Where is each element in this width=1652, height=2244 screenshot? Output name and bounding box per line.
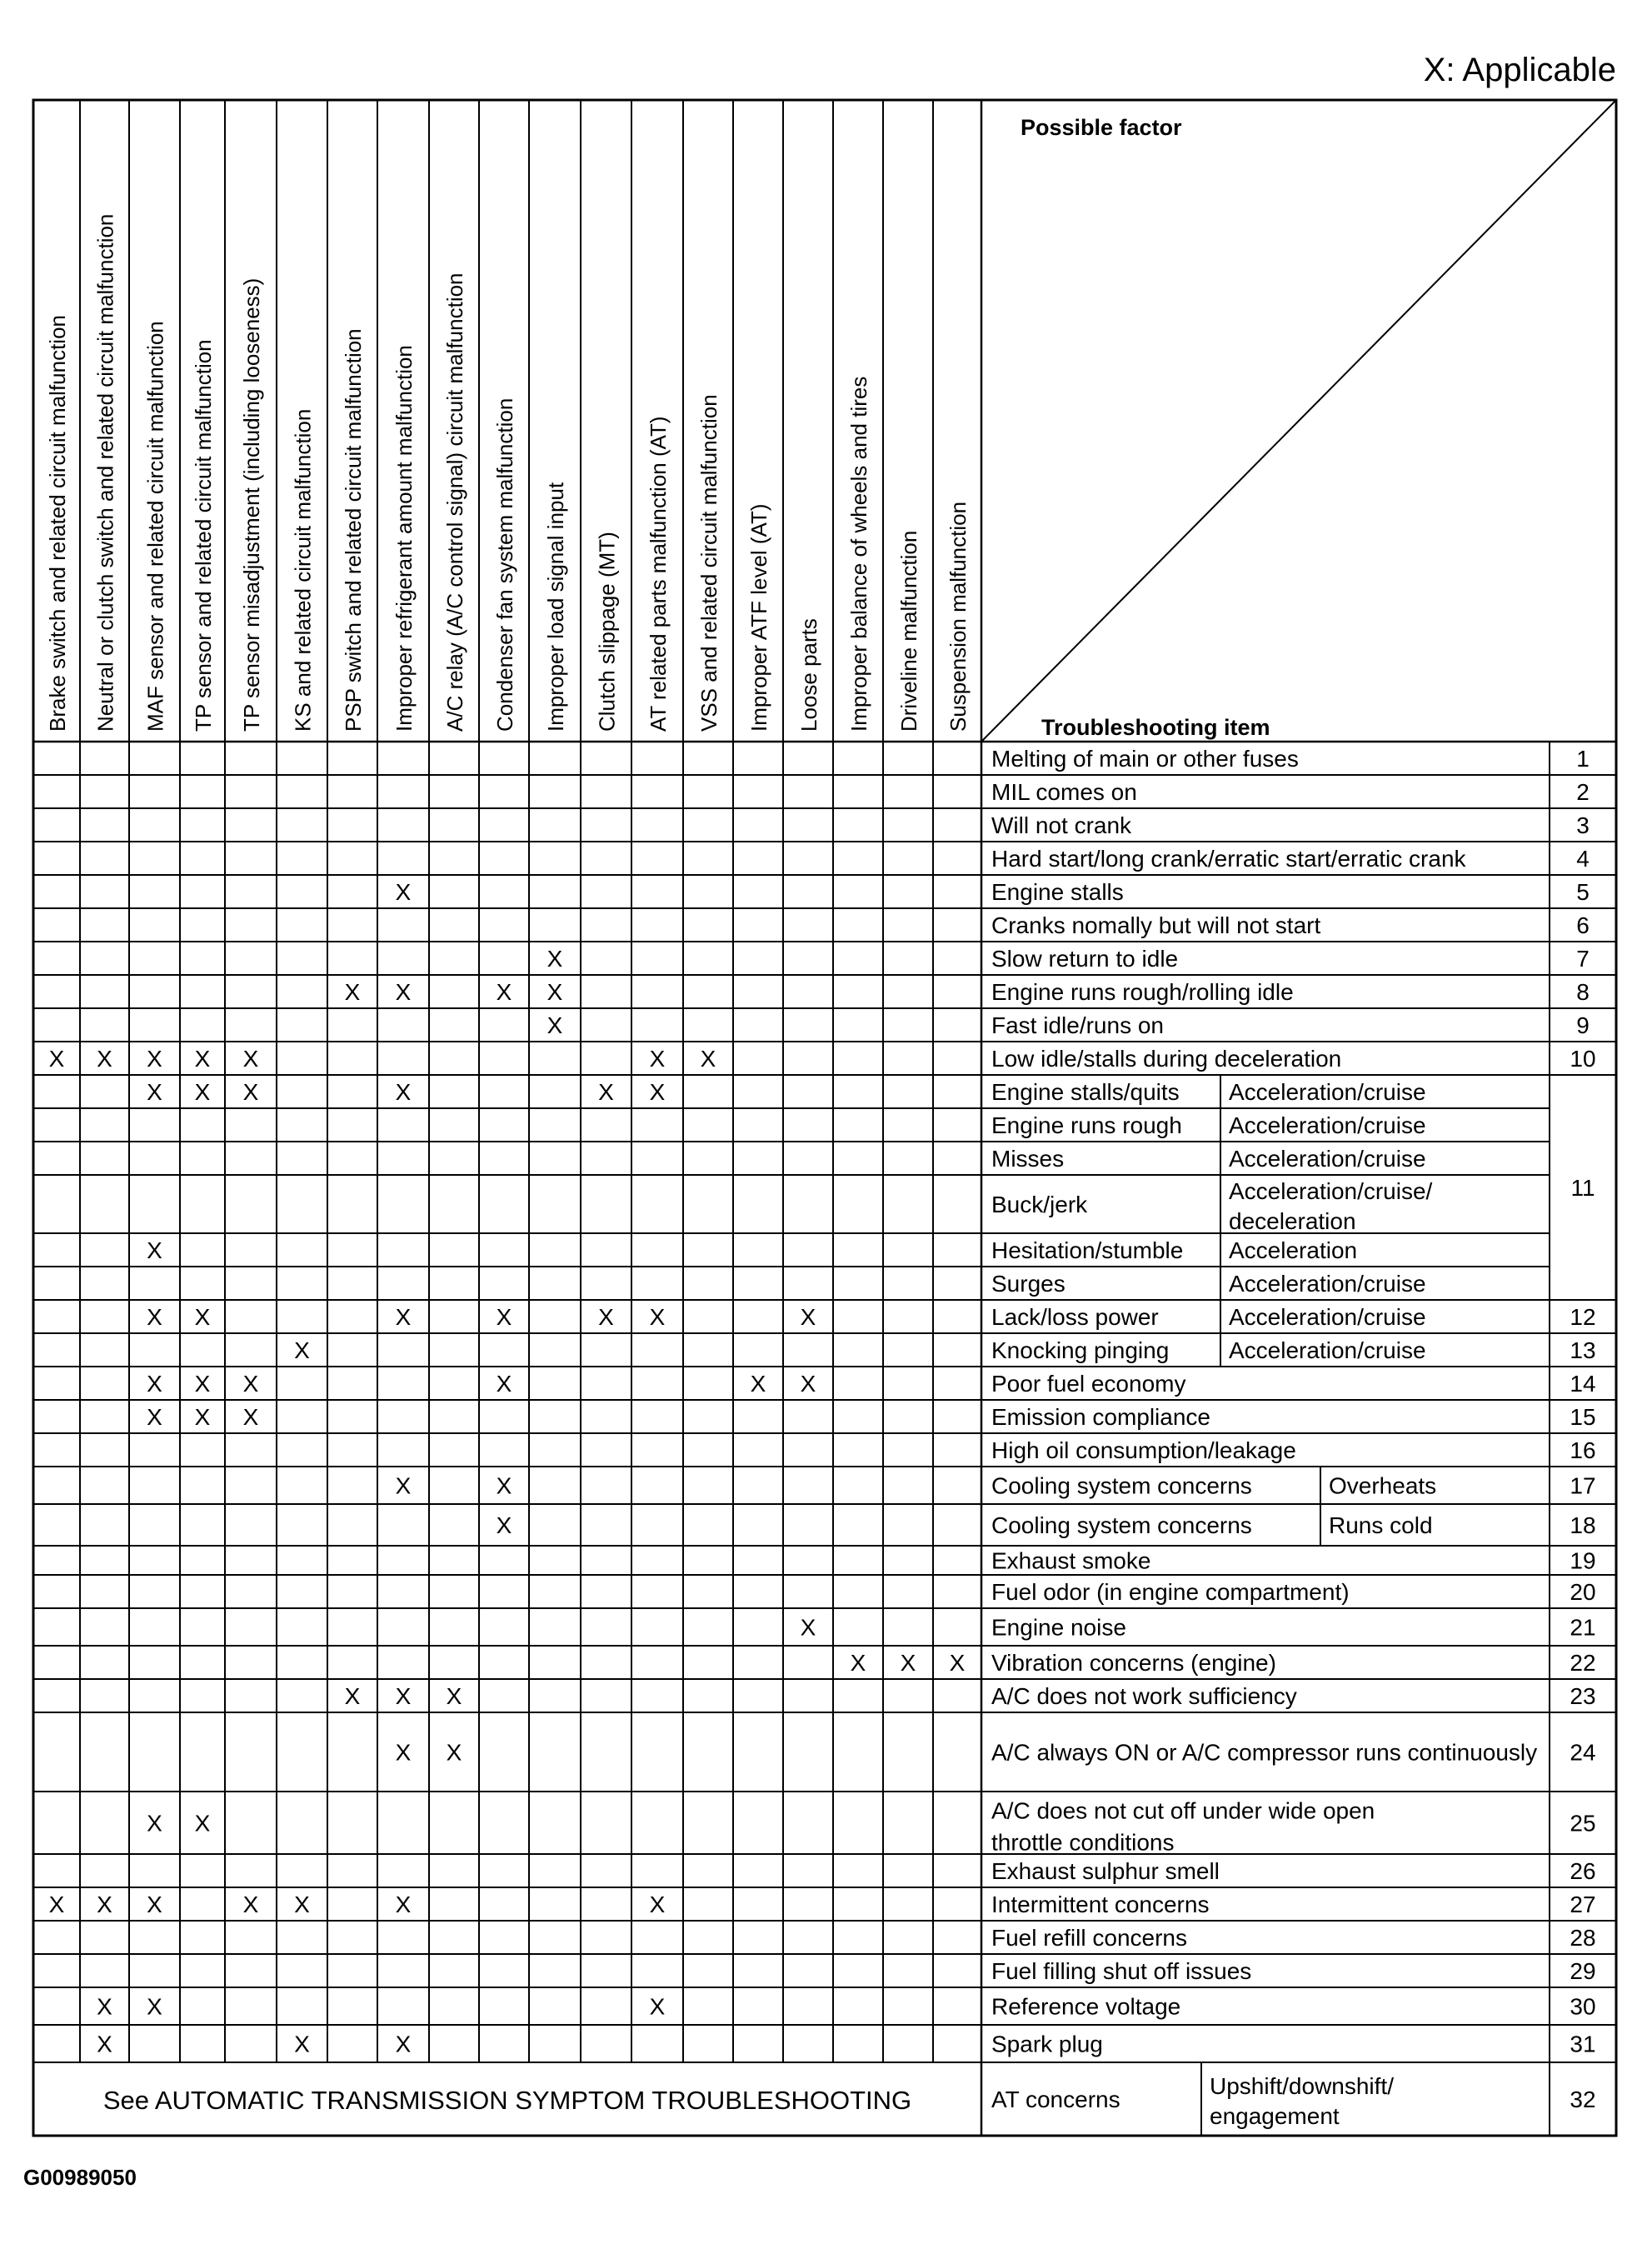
- troubleshooting-item: Will not crank: [991, 812, 1132, 838]
- factor-label: A/C relay (A/C control signal) circuit malfunction: [442, 272, 467, 732]
- troubleshooting-item: Exhaust sulphur smell: [991, 1858, 1220, 1884]
- item-number: 8: [1576, 979, 1590, 1005]
- troubleshooting-item: Buck/jerk: [991, 1192, 1088, 1217]
- troubleshooting-item: Engine runs rough/rolling idle: [991, 979, 1294, 1005]
- troubleshooting-item: Engine stalls/quits: [991, 1079, 1180, 1105]
- condition-label: Acceleration/cruise/: [1229, 1178, 1433, 1204]
- troubleshooting-item: Vibration concerns (engine): [991, 1650, 1276, 1676]
- applicable-mark: X: [48, 1046, 65, 1072]
- possible-factor-label: Possible factor: [1021, 115, 1182, 140]
- item-number: 26: [1570, 1858, 1596, 1884]
- applicable-mark: X: [242, 1404, 259, 1430]
- applicable-mark: X: [395, 1683, 412, 1709]
- troubleshooting-item-label: Troubleshooting item: [1041, 715, 1270, 740]
- factor-label: Improper load signal input: [543, 482, 568, 732]
- applicable-mark: X: [649, 1046, 666, 1072]
- condition-label: deceleration: [1229, 1208, 1356, 1234]
- applicable-mark: X: [700, 1046, 716, 1072]
- factor-label: Brake switch and related circuit malfunction: [45, 314, 70, 732]
- troubleshooting-item: Knocking pinging: [991, 1337, 1170, 1363]
- applicable-mark: X: [850, 1650, 866, 1676]
- troubleshooting-item: Cooling system concerns: [991, 1512, 1252, 1538]
- applicable-mark: X: [395, 1079, 412, 1105]
- factor-label: Suspension malfunction: [946, 501, 971, 732]
- applicable-mark: X: [649, 1892, 666, 1917]
- applicable-mark: X: [97, 1892, 112, 1917]
- applicable-mark: X: [496, 1512, 512, 1538]
- troubleshooting-item: Surges: [991, 1271, 1066, 1297]
- item-number: 1: [1576, 746, 1590, 772]
- applicable-mark: X: [294, 1892, 310, 1917]
- item-number: 12: [1570, 1304, 1596, 1330]
- applicable-mark: X: [395, 979, 412, 1005]
- condition-label: Acceleration: [1229, 1237, 1358, 1263]
- applicable-mark: X: [598, 1079, 614, 1105]
- applicable-mark: X: [496, 1472, 512, 1499]
- item-number: 13: [1570, 1337, 1596, 1363]
- applicable-mark: X: [395, 879, 412, 905]
- item-number: 24: [1570, 1739, 1596, 1766]
- item-number: 21: [1570, 1614, 1596, 1641]
- troubleshooting-item: Cranks nomally but will not start: [991, 912, 1321, 938]
- item-number: 18: [1570, 1512, 1596, 1538]
- applicable-mark: X: [294, 2031, 310, 2057]
- factor-label: KS and related circuit malfunction: [290, 408, 316, 732]
- applicable-mark: X: [194, 1810, 211, 1837]
- troubleshooting-item: A/C does not cut off under wide open: [991, 1797, 1375, 1824]
- applicable-mark: X: [147, 1404, 162, 1430]
- troubleshooting-item: Engine runs rough: [991, 1112, 1182, 1138]
- applicable-mark: X: [194, 1046, 211, 1072]
- applicable-mark: X: [147, 1892, 162, 1917]
- troubleshooting-item: Emission compliance: [991, 1404, 1210, 1430]
- condition-label: Runs cold: [1329, 1512, 1433, 1538]
- item-number: 20: [1570, 1579, 1596, 1605]
- troubleshooting-item: Reference voltage: [991, 1993, 1181, 2020]
- troubleshooting-item: Poor fuel economy: [991, 1371, 1186, 1397]
- troubleshooting-item: Engine stalls: [991, 879, 1124, 905]
- applicable-mark: X: [900, 1650, 916, 1676]
- applicable-mark: X: [800, 1614, 816, 1641]
- troubleshooting-item: Slow return to idle: [991, 946, 1179, 972]
- troubleshooting-item: Fuel odor (in engine compartment): [991, 1579, 1350, 1605]
- troubleshooting-item: MIL comes on: [991, 779, 1137, 805]
- item-number: 31: [1570, 2031, 1596, 2057]
- condition-label: Upshift/downshift/: [1210, 2073, 1394, 2099]
- troubleshooting-item: Fast idle/runs on: [991, 1012, 1164, 1038]
- applicable-mark: X: [395, 1304, 412, 1330]
- item-number: 32: [1570, 2087, 1596, 2112]
- factor-label: Clutch slippage (MT): [594, 532, 620, 732]
- applicable-mark: X: [147, 1304, 162, 1330]
- applicable-mark: X: [194, 1079, 211, 1105]
- factor-label: TP sensor misadjustment (including looseness): [239, 277, 264, 732]
- troubleshooting-item: Hard start/long crank/erratic start/erratic crank: [991, 846, 1466, 872]
- factor-label: Improper balance of wheels and tires: [846, 376, 871, 732]
- factor-label: Condenser fan system malfunction: [492, 397, 517, 732]
- applicable-mark: X: [344, 1683, 361, 1709]
- item-number: 16: [1570, 1437, 1596, 1463]
- condition-label: Overheats: [1329, 1472, 1437, 1499]
- item-number: 7: [1576, 946, 1590, 972]
- item-number: 22: [1570, 1650, 1596, 1676]
- troubleshooting-item: Engine noise: [991, 1614, 1126, 1641]
- applicable-mark: X: [446, 1739, 462, 1766]
- item-number: 28: [1570, 1925, 1596, 1951]
- item-number: 10: [1570, 1046, 1596, 1072]
- applicable-mark: X: [242, 1371, 259, 1397]
- troubleshooting-item: Cooling system concerns: [991, 1472, 1252, 1499]
- applicable-mark: X: [649, 1993, 666, 2020]
- applicable-mark: X: [194, 1404, 211, 1430]
- applicable-mark: X: [395, 1892, 412, 1917]
- applicable-mark: X: [446, 1683, 462, 1709]
- applicable-mark: X: [147, 1079, 162, 1105]
- item-number: 25: [1570, 1810, 1596, 1837]
- item-number: 29: [1570, 1958, 1596, 1984]
- applicable-mark: X: [294, 1337, 310, 1363]
- factor-label: AT related parts malfunction (AT): [646, 416, 671, 732]
- troubleshooting-item: A/C does not work sufficiency: [991, 1683, 1297, 1709]
- troubleshooting-item: Spark plug: [991, 2031, 1103, 2057]
- troubleshooting-item: Fuel filling shut off issues: [991, 1958, 1252, 1984]
- item-number: 5: [1576, 879, 1590, 905]
- applicable-mark: X: [395, 2031, 412, 2057]
- troubleshooting-item: Fuel refill concerns: [991, 1925, 1187, 1951]
- item-number: 19: [1570, 1547, 1596, 1574]
- applicable-mark: X: [649, 1304, 666, 1330]
- factor-label: Improper ATF level (AT): [746, 503, 771, 732]
- applicable-mark: X: [48, 1892, 65, 1917]
- applicable-mark: X: [949, 1650, 966, 1676]
- applicable-mark: X: [242, 1046, 259, 1072]
- condition-label: Acceleration/cruise: [1229, 1337, 1426, 1363]
- item-number: 2: [1576, 779, 1590, 805]
- item-number: 4: [1576, 846, 1590, 872]
- condition-label: Acceleration/cruise: [1229, 1304, 1426, 1330]
- applicable-mark: X: [547, 979, 563, 1005]
- applicable-mark: X: [496, 1371, 512, 1397]
- condition-label: Acceleration/cruise: [1229, 1112, 1426, 1138]
- applicable-mark: X: [800, 1371, 816, 1397]
- applicable-mark: X: [547, 1012, 563, 1038]
- see-at-troubleshooting-note: See AUTOMATIC TRANSMISSION SYMPTOM TROUBLESHOOTING: [102, 2086, 912, 2115]
- applicable-mark: X: [242, 1079, 259, 1105]
- troubleshooting-item: Intermittent concerns: [991, 1892, 1210, 1917]
- applicable-mark: X: [147, 1371, 162, 1397]
- figure-code: G00989050: [23, 2165, 137, 2190]
- applicable-mark: X: [194, 1371, 211, 1397]
- applicable-mark: X: [194, 1304, 211, 1330]
- applicable-mark: X: [97, 1046, 112, 1072]
- factor-label: PSP switch and related circuit malfunction: [341, 328, 366, 732]
- troubleshooting-item: Exhaust smoke: [991, 1547, 1151, 1574]
- applicable-mark: X: [242, 1892, 259, 1917]
- condition-label: Acceleration/cruise: [1229, 1079, 1426, 1105]
- troubleshooting-item: throttle conditions: [991, 1829, 1175, 1856]
- applicable-mark: X: [750, 1371, 766, 1397]
- troubleshooting-item: Low idle/stalls during deceleration: [991, 1046, 1342, 1072]
- applicable-mark: X: [547, 946, 563, 972]
- item-number: 30: [1570, 1993, 1596, 2020]
- item-number: 15: [1570, 1404, 1596, 1430]
- applicable-mark: X: [147, 1237, 162, 1263]
- applicable-mark: X: [395, 1472, 412, 1499]
- item-number: 3: [1576, 812, 1590, 838]
- troubleshooting-item: Misses: [991, 1146, 1065, 1172]
- applicable-mark: X: [800, 1304, 816, 1330]
- applicable-mark: X: [649, 1079, 666, 1105]
- applicable-mark: X: [395, 1739, 412, 1766]
- condition-label: engagement: [1210, 2103, 1340, 2129]
- factor-label: VSS and related circuit malfunction: [696, 394, 721, 732]
- applicable-mark: X: [147, 1993, 162, 2020]
- factor-label: Improper refrigerant amount malfunction: [392, 345, 417, 732]
- factor-label: Loose parts: [796, 618, 821, 732]
- factor-label: MAF sensor and related circuit malfunction: [142, 321, 168, 732]
- applicable-mark: X: [496, 1304, 512, 1330]
- applicable-mark: X: [147, 1046, 162, 1072]
- applicable-mark: X: [147, 1810, 162, 1837]
- applicable-mark: X: [344, 979, 361, 1005]
- factor-label: TP sensor and related circuit malfunction: [191, 339, 216, 732]
- header-diagonal-line: [981, 100, 1616, 742]
- applicable-mark: X: [496, 979, 512, 1005]
- item-number: 17: [1570, 1472, 1596, 1499]
- troubleshooting-item: Lack/loss power: [991, 1304, 1159, 1330]
- item-number: 11: [1570, 1175, 1595, 1201]
- item-number: 23: [1570, 1683, 1596, 1709]
- troubleshooting-item: Hesitation/stumble: [991, 1237, 1184, 1263]
- condition-label: Acceleration/cruise: [1229, 1146, 1426, 1172]
- factor-label: Neutral or clutch switch and related circuit malfunction: [92, 213, 118, 732]
- item-number: 14: [1570, 1371, 1596, 1397]
- item-number: 9: [1576, 1012, 1590, 1038]
- troubleshooting-item: High oil consumption/leakage: [991, 1437, 1296, 1463]
- item-number: 27: [1570, 1892, 1596, 1917]
- troubleshooting-item: A/C always ON or A/C compressor runs continuously: [991, 1739, 1538, 1766]
- troubleshooting-item: AT concerns: [991, 2087, 1120, 2112]
- legend-applicable: X: Applicable: [1423, 52, 1616, 88]
- applicable-mark: X: [598, 1304, 614, 1330]
- applicable-mark: X: [97, 1993, 112, 2020]
- applicable-mark: X: [97, 2031, 112, 2057]
- item-number: 6: [1576, 912, 1590, 938]
- troubleshooting-item: Melting of main or other fuses: [991, 746, 1299, 772]
- factor-label: Driveline malfunction: [896, 530, 921, 732]
- condition-label: Acceleration/cruise: [1229, 1271, 1426, 1297]
